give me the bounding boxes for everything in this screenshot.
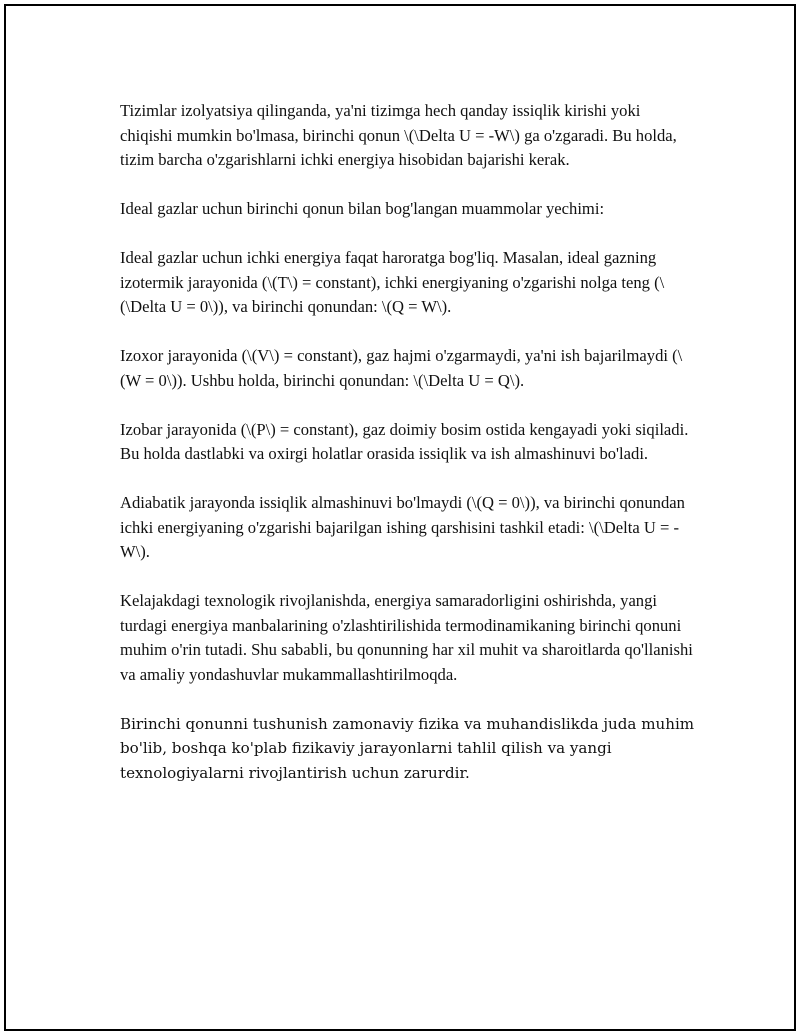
- paragraph-isochoric: Izoxor jarayonida (\(V\) = constant), gaz hajmi o'zgarmaydi, ya'ni ish bajarilmaydi (\(W = 0\)). Ushbu holda, birinchi qonundan: \(\Delta U = Q\).: [120, 346, 683, 390]
- paragraph-conclusion: Birinchi qonunni tushunish zamonaviy fizika va muhandislikda juda muhim bo'lib, boshqa ko'plab fizikaviy jarayonlarni tahlil qilish va yangi texnologiyalarni rivojlantirish uchun zarurdir.: [120, 714, 695, 782]
- paragraph-adiabatic: Adiabatik jarayonda issiqlik almashinuvi bo'lmaydi (\(Q = 0\)), va birinchi qonundan ichki energiyaning o'zgarishi bajarilgan ishing qarshisini tashkil etadi: \(\Delta U = -W\).: [120, 493, 685, 561]
- paragraph-isolated-system: Tizimlar izolyatsiya qilinganda, ya'ni tizimga hech qanday issiqlik kirishi yoki chiqishi mumkin bo'lmasa, birinchi qonun \(\Delta U = -W\) ga o'zgaradi. Bu holda, tizim barcha o'zgarishlarni ichki energiya hisobidan bajarishi kerak.: [120, 101, 677, 169]
- paragraph-ideal-gas-heading: Ideal gazlar uchun birinchi qonun bilan bog'langan muammolar yechimi:: [120, 199, 605, 218]
- paragraph-isothermal: Ideal gazlar uchun ichki energiya faqat haroratga bog'liq. Masalan, ideal gazning izotermik jarayonida (\(T\) = constant), ichki energiyaning o'zgarishi nolga teng (\(\Delta U = 0\)), va birinchi qonundan: \(Q = W\).: [120, 248, 665, 316]
- paragraph-future-technology: Kelajakdagi texnologik rivojlanishda, energiya samaradorligini oshirishda, yangi turdagi energiya manbalarining o'zlashtirilishida termodinamikaning birinchi qonuni muhim o'rin tutadi. Shu sababli, bu qonunning har xil muhit va sharoitlarda qo'llanishi va amaliy yondashuvlar mukammallashtirilmoqda.: [120, 591, 693, 684]
- page-border: [4, 4, 796, 1031]
- document-body: [120, 99, 695, 810]
- paragraph-isobaric: Izobar jarayonida (\(P\) = constant), gaz doimiy bosim ostida kengayadi yoki siqiladi. Bu holda dastlabki va oxirgi holatlar orasida issiqlik va ish almashinuvi bo'ladi.: [120, 419, 689, 463]
